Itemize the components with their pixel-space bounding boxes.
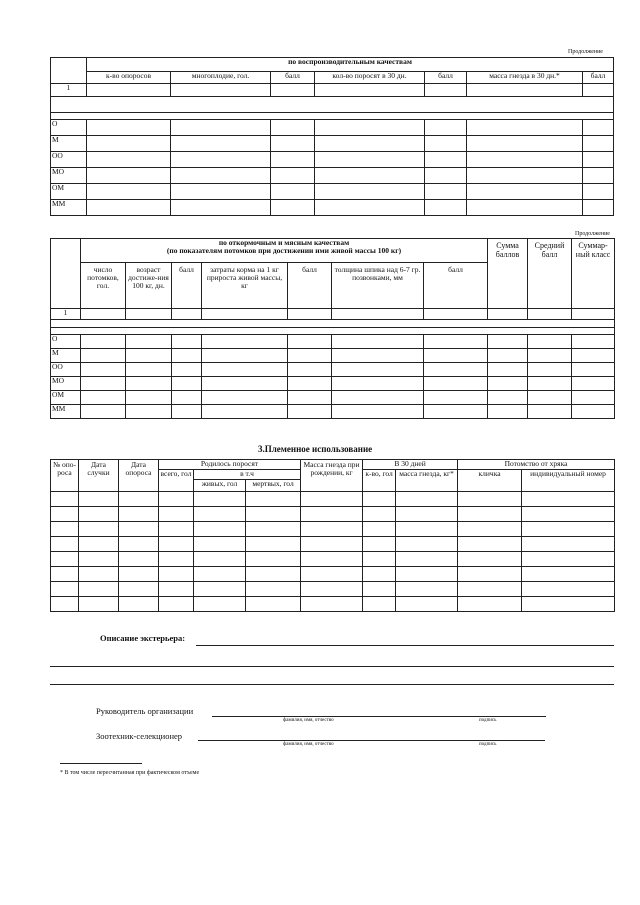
col-farrowing-no: № опо-роса	[51, 460, 79, 492]
col-backfat: толщина шпика над 6-7 гр. позвонками, мм	[332, 263, 424, 309]
head-label: Руководитель организации	[96, 706, 194, 716]
col-farrowings: к-во опоросов	[87, 72, 171, 84]
col-feed-cost: затраты корма на 1 кг прироста живой массы, кг	[202, 263, 288, 309]
row-label: ОМ	[51, 184, 87, 200]
col-born: Родилось поросят	[159, 460, 301, 470]
row-label: ММ	[51, 405, 81, 419]
row-number: 1	[51, 84, 87, 97]
col-offspring: Потомство от хряка	[458, 460, 615, 470]
col-30days: В 30 дней	[363, 460, 458, 470]
group-header: по воспроизводительным качествам	[87, 58, 614, 72]
avg-score-header: Средний балл	[528, 239, 572, 309]
row-label: О	[51, 120, 87, 136]
row-number: 1	[51, 309, 81, 320]
row-label: МО	[51, 377, 81, 391]
zootechnician-label: Зоотехник-селекционер	[96, 731, 183, 741]
footnote: * В том числе пересчитанная при фактическом отъеме	[60, 770, 200, 776]
col-piglets-30d: кол-во поросят в 30 дн.	[315, 72, 425, 84]
col-litter-mass-30d: масса гнезда в 30 дн.*	[467, 72, 583, 84]
exterior-line[interactable]	[196, 645, 614, 646]
row-label: ОО	[51, 152, 87, 168]
col-score: балл	[424, 263, 488, 309]
row-label: ОМ	[51, 391, 81, 405]
col-score: балл	[425, 72, 467, 84]
col-age-100kg: возраст достиже-ния 100 кг, дн.	[126, 263, 172, 309]
row-label: МО	[51, 168, 87, 184]
caption-sign: подпись	[479, 718, 497, 723]
exterior-label: Описание экстерьера:	[100, 633, 186, 643]
zootechnician-signature-line[interactable]	[198, 740, 545, 741]
continuation-label: Продолжение	[568, 49, 603, 55]
col-farrow-date: Дата опороса	[119, 460, 159, 492]
head-signature-line[interactable]	[212, 716, 546, 717]
col-count: к-во, гол	[363, 470, 396, 492]
col-litter-mass: масса гнезда, кг*	[396, 470, 458, 492]
group-title: по откормочным и мясным качествам	[218, 238, 350, 247]
total-class-header: Суммар-ный класс	[572, 239, 615, 309]
group-header	[81, 239, 488, 263]
row-label: М	[51, 136, 87, 152]
col-prolificacy: многоплодие, гол.	[171, 72, 271, 84]
col-score: балл	[271, 72, 315, 84]
exterior-line[interactable]	[50, 666, 614, 667]
corner-cell	[51, 239, 81, 309]
fattening-meat-qualities-table	[50, 238, 615, 419]
reproductive-qualities-table	[50, 57, 614, 216]
group-subtitle: (по показателям потомков при достижении ими живой массы 100 кг)	[166, 246, 402, 255]
sum-scores-header: Сумма баллов	[488, 239, 528, 309]
col-boar-id: индивидуальный номер	[522, 470, 615, 492]
caption-name: фамилия, имя, отчество	[283, 742, 334, 747]
col-including: в т.ч	[194, 470, 301, 480]
col-litter-birth: Масса гнезда при рождении, кг	[301, 460, 363, 492]
corner-cell	[51, 58, 87, 84]
col-score: балл	[172, 263, 202, 309]
col-dead: мертвых, гол	[246, 480, 301, 492]
caption-sign: подпись	[479, 742, 497, 747]
row-label: М	[51, 349, 81, 363]
col-boar-name: кличка	[458, 470, 522, 492]
breeding-use-table	[50, 459, 615, 612]
row-label: ОО	[51, 363, 81, 377]
row-label: ММ	[51, 200, 87, 216]
section-title: 3.Племенное использование	[258, 444, 373, 454]
col-offspring-count: число потомков, гол.	[81, 263, 126, 309]
footnote-separator	[60, 763, 142, 764]
continuation-label: Продолжение	[575, 231, 610, 237]
col-service-date: Дата случки	[79, 460, 119, 492]
row-label: О	[51, 335, 81, 349]
col-total: всего, гол	[159, 470, 194, 492]
exterior-line[interactable]	[50, 684, 614, 685]
col-alive: живых, гол	[194, 480, 246, 492]
caption-name: фамилия, имя, отчество	[283, 718, 334, 723]
col-score: балл	[288, 263, 332, 309]
col-score: балл	[583, 72, 614, 84]
